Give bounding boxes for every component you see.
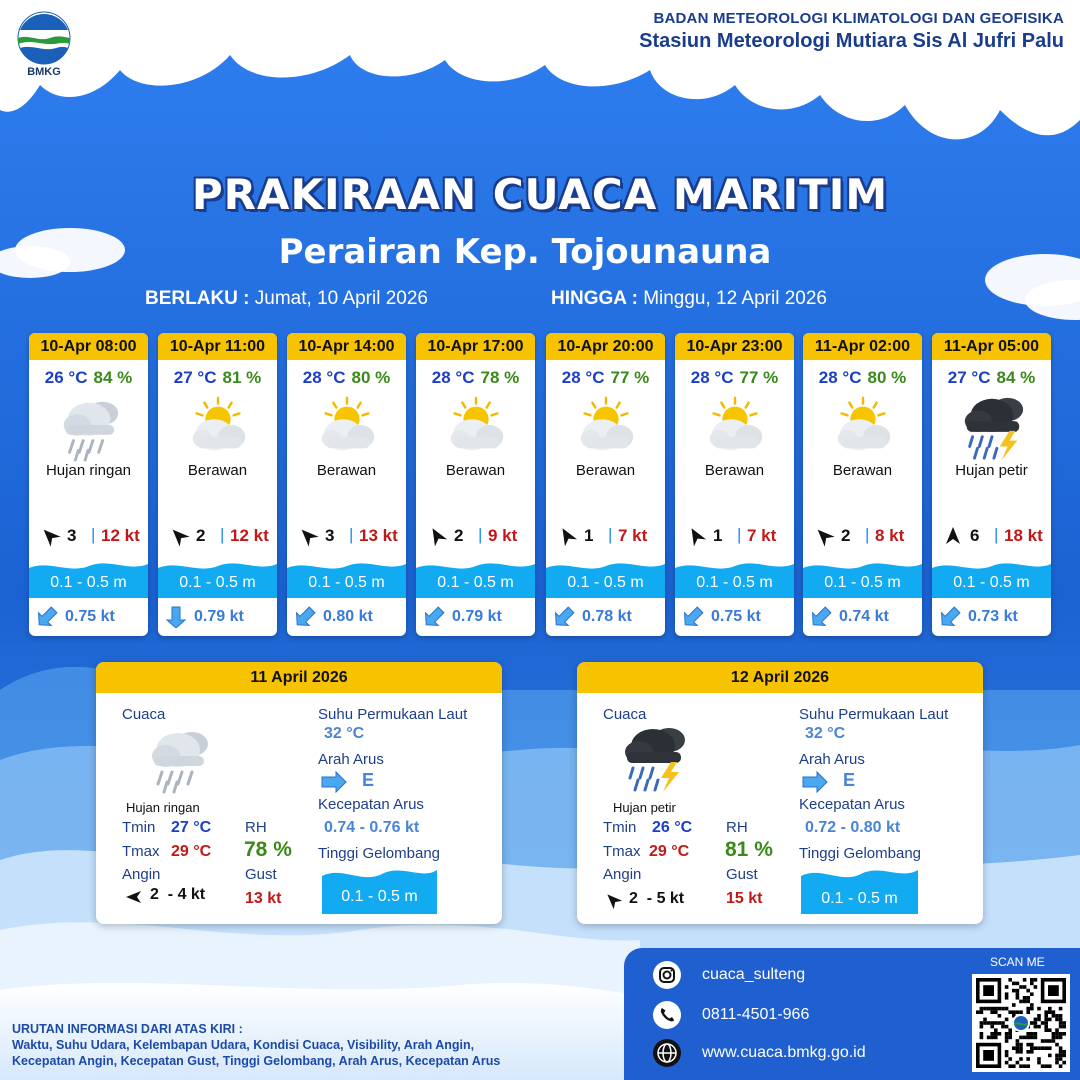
current-speed: 0.75 kt	[65, 608, 115, 625]
light-rain-icon	[49, 392, 129, 462]
forecast-card	[158, 333, 277, 636]
air-temperature: 27 °C	[947, 368, 991, 387]
thunderstorm-icon	[952, 392, 1032, 462]
current-direction-icon	[164, 606, 188, 628]
wind-direction-arrow-icon	[603, 890, 623, 910]
current-direction-value: E	[362, 770, 375, 790]
gust-speed: 12 kt	[101, 526, 140, 545]
wind-info	[675, 523, 794, 549]
wind-speed: 3	[325, 526, 335, 545]
sst-label: Suhu Permukaan Laut	[799, 706, 949, 723]
light-rain-icon	[138, 722, 218, 794]
air-temperature: 28 °C	[561, 368, 605, 387]
wave-height: 0.1 - 0.5 m	[824, 574, 901, 591]
wave-height: 0.1 - 0.5 m	[308, 574, 385, 591]
current-info	[552, 606, 662, 628]
partly-cloudy-icon	[178, 392, 258, 462]
current-speed: 0.78 kt	[582, 608, 632, 625]
weather-condition: Berawan	[187, 462, 248, 479]
current-info	[809, 606, 919, 628]
humidity: 77 %	[610, 368, 650, 387]
gust-speed: 12 kt	[230, 526, 269, 545]
wind-speed: 1	[584, 526, 594, 545]
humidity: 84 %	[93, 368, 133, 387]
daily-condition: Hujan ringan	[126, 800, 200, 815]
wind-speed: 2	[454, 526, 464, 545]
temp-humidity	[932, 368, 1051, 388]
partly-cloudy-icon	[695, 392, 775, 462]
wave-height: 0.1 - 0.5 m	[50, 574, 127, 591]
tmax-value: 29 °C	[171, 843, 212, 860]
wind-info	[803, 523, 922, 549]
partly-cloudy-icon	[307, 392, 387, 462]
info-order-title: URUTAN INFORMASI DARI ATAS KIRI :	[12, 1022, 243, 1036]
daily-panel-day1	[96, 662, 502, 924]
current-info	[164, 606, 274, 628]
current-direction-icon	[801, 771, 829, 793]
wind-direction-arrow-icon	[297, 525, 319, 547]
forecast-time: 10-Apr 11:00	[158, 333, 277, 360]
wind-direction-arrow-icon	[124, 887, 144, 907]
humidity: 77 %	[739, 368, 779, 387]
current-direction-icon	[809, 606, 833, 628]
current-direction-icon	[938, 606, 962, 628]
current-direction-icon	[681, 606, 705, 628]
page-title: PRAKIRAAN CUACA MARITIM	[191, 170, 889, 219]
weather-label: Cuaca	[603, 706, 647, 723]
daily-date: 11 April 2026	[96, 662, 502, 693]
temp-humidity	[675, 368, 794, 388]
current-info	[681, 606, 791, 628]
validity-from-label: BERLAKU :	[145, 288, 250, 309]
globe-icon	[652, 1038, 682, 1068]
separator: |	[994, 525, 999, 544]
wind-info	[287, 523, 406, 549]
current-speed-value: 0.74 - 0.76 kt	[324, 819, 420, 836]
wind-label: Angin	[122, 866, 161, 883]
wave-height-box	[29, 560, 148, 598]
wind-direction-arrow-icon	[168, 525, 190, 547]
wave-height-label: Tinggi Gelombang	[799, 845, 922, 862]
weather-condition: Hujan petir	[955, 462, 1028, 479]
separator: |	[220, 525, 225, 544]
wave-height-box	[803, 560, 922, 598]
wave-height-box	[675, 560, 794, 598]
forecast-time: 10-Apr 17:00	[416, 333, 535, 360]
weather-condition: Berawan	[445, 462, 506, 479]
humidity: 80 %	[867, 368, 907, 387]
validity-to-value: Minggu, 12 April 2026	[643, 288, 827, 309]
air-temperature: 28 °C	[302, 368, 346, 387]
wind-info	[29, 523, 148, 549]
gust-speed: 9 kt	[488, 526, 518, 545]
logo-text: BMKG	[27, 66, 61, 78]
tmin-label: Tmin	[603, 819, 637, 836]
forecast-card	[675, 333, 794, 636]
rh-label: RH	[726, 819, 748, 836]
wave-height-box	[546, 560, 665, 598]
daily-panel-day2	[577, 662, 983, 924]
gust-value: 13 kt	[245, 890, 282, 907]
current-speed-label: Kecepatan Arus	[799, 796, 905, 813]
weather-condition: Berawan	[575, 462, 636, 479]
tmax-label: Tmax	[122, 843, 160, 860]
daily-condition: Hujan petir	[613, 800, 676, 815]
current-info	[293, 606, 403, 628]
wave-height-box	[932, 560, 1051, 598]
temp-humidity	[803, 368, 922, 388]
wind-speed: 1	[713, 526, 723, 545]
validity-to	[551, 288, 827, 310]
wind-speed: 2	[841, 526, 851, 545]
forecast-time: 10-Apr 23:00	[675, 333, 794, 360]
sst-label: Suhu Permukaan Laut	[318, 706, 468, 723]
current-direction-icon	[320, 771, 348, 793]
forecast-time: 10-Apr 08:00	[29, 333, 148, 360]
temp-humidity	[29, 368, 148, 388]
current-speed: 0.80 kt	[323, 608, 373, 625]
temp-humidity	[287, 368, 406, 388]
wind-info	[416, 523, 535, 549]
scan-me-label: SCAN ME	[990, 955, 1045, 969]
qr-code[interactable]	[972, 974, 1070, 1072]
temp-humidity	[158, 368, 277, 388]
current-direction-icon	[422, 606, 446, 628]
current-direction-label: Arah Arus	[799, 751, 865, 768]
info-order-line: Kecepatan Angin, Kecepatan Gust, Tinggi Gelombang, Arah Arus, Kecepatan Arus	[12, 1054, 501, 1068]
current-speed: 0.79 kt	[452, 608, 502, 625]
partly-cloudy-icon	[436, 392, 516, 462]
station-name: Stasiun Meteorologi Mutiara Sis Al Jufri Palu	[639, 30, 1064, 52]
daily-date: 12 April 2026	[577, 662, 983, 693]
weather-condition: Berawan	[704, 462, 765, 479]
phone-number: 0811-4501-966	[702, 1006, 810, 1023]
weather-condition: Hujan ringan	[45, 462, 132, 479]
wave-height-value: 0.1 - 0.5 m	[821, 890, 898, 907]
validity-to-label: HINGGA :	[551, 288, 638, 309]
bmkg-logo	[14, 10, 74, 80]
tmin-label: Tmin	[122, 819, 156, 836]
forecast-card	[803, 333, 922, 636]
wave-height: 0.1 - 0.5 m	[953, 574, 1030, 591]
air-temperature: 28 °C	[818, 368, 862, 387]
wave-height: 0.1 - 0.5 m	[567, 574, 644, 591]
partly-cloudy-icon	[823, 392, 903, 462]
forecast-time: 10-Apr 20:00	[546, 333, 665, 360]
air-temperature: 26 °C	[44, 368, 88, 387]
forecast-card	[546, 333, 665, 636]
wind-direction-arrow-icon	[685, 525, 707, 547]
rh-value: 81 %	[725, 838, 773, 861]
current-direction-label: Arah Arus	[318, 751, 384, 768]
wind-direction-arrow-icon	[426, 525, 448, 547]
current-direction-icon	[552, 606, 576, 628]
partly-cloudy-icon	[566, 392, 646, 462]
current-info	[35, 606, 145, 628]
temp-humidity	[546, 368, 665, 388]
phone-icon	[652, 1000, 682, 1030]
website-url: www.cuaca.bmkg.go.id	[702, 1044, 866, 1061]
air-temperature: 27 °C	[173, 368, 217, 387]
current-info	[938, 606, 1048, 628]
wind-info	[546, 523, 665, 549]
humidity: 81 %	[222, 368, 262, 387]
page-subtitle: Perairan Kep. Tojounauna	[278, 232, 772, 272]
wave-height-label: Tinggi Gelombang	[318, 845, 441, 862]
tmax-value: 29 °C	[649, 843, 690, 860]
wave-height: 0.1 - 0.5 m	[437, 574, 514, 591]
forecast-card	[416, 333, 535, 636]
tmax-label: Tmax	[603, 843, 641, 860]
gust-speed: 7 kt	[747, 526, 777, 545]
wind-value: 2 - 4 kt	[150, 886, 206, 903]
wind-info	[158, 523, 277, 549]
gust-label: Gust	[245, 866, 277, 883]
current-info	[422, 606, 532, 628]
info-order-note	[12, 1021, 500, 1069]
air-temperature: 28 °C	[431, 368, 475, 387]
separator: |	[478, 525, 483, 544]
sst-value: 32 °C	[805, 725, 846, 742]
wave-height-value: 0.1 - 0.5 m	[341, 888, 418, 905]
humidity: 84 %	[996, 368, 1036, 387]
rh-label: RH	[245, 819, 267, 836]
tmin-value: 26 °C	[652, 819, 693, 836]
gust-speed: 8 kt	[875, 526, 905, 545]
wind-speed: 3	[67, 526, 77, 545]
wave-height-box	[801, 866, 918, 914]
forecast-card	[29, 333, 148, 636]
gust-speed: 7 kt	[618, 526, 648, 545]
info-order-line: Waktu, Suhu Udara, Kelembapan Udara, Kondisi Cuaca, Visibility, Arah Angin,	[12, 1038, 475, 1052]
tmin-value: 27 °C	[171, 819, 212, 836]
wind-speed: 6	[970, 526, 980, 545]
wind-direction-arrow-icon	[39, 525, 61, 547]
current-speed: 0.74 kt	[839, 608, 889, 625]
forecast-card	[932, 333, 1051, 636]
instagram-icon	[652, 960, 682, 990]
wave-height-box	[158, 560, 277, 598]
forecast-time: 10-Apr 14:00	[287, 333, 406, 360]
wind-label: Angin	[603, 866, 642, 883]
separator: |	[865, 525, 870, 544]
current-speed-value: 0.72 - 0.80 kt	[805, 819, 901, 836]
validity-from	[145, 288, 428, 310]
weather-condition: Berawan	[832, 462, 893, 479]
separator: |	[608, 525, 613, 544]
current-direction-value: E	[843, 770, 856, 790]
current-direction-icon	[35, 606, 59, 628]
wave-height-box	[322, 866, 437, 914]
current-speed-label: Kecepatan Arus	[318, 796, 424, 813]
forecast-time: 11-Apr 05:00	[932, 333, 1051, 360]
wind-value: 2 - 5 kt	[629, 890, 685, 907]
gust-speed: 13 kt	[359, 526, 398, 545]
sst-value: 32 °C	[324, 725, 365, 742]
gust-value: 15 kt	[726, 890, 763, 907]
humidity: 80 %	[351, 368, 391, 387]
temp-humidity	[416, 368, 535, 388]
wind-direction-arrow-icon	[942, 525, 964, 547]
wind-info	[932, 523, 1051, 549]
forecast-card	[287, 333, 406, 636]
gust-speed: 18 kt	[1004, 526, 1043, 545]
separator: |	[737, 525, 742, 544]
rh-value: 78 %	[244, 838, 292, 861]
current-speed: 0.79 kt	[194, 608, 244, 625]
separator: |	[349, 525, 354, 544]
wave-height-box	[287, 560, 406, 598]
organization-name: BADAN METEOROLOGI KLIMATOLOGI DAN GEOFISIKA	[653, 10, 1064, 27]
wave-height: 0.1 - 0.5 m	[696, 574, 773, 591]
humidity: 78 %	[480, 368, 520, 387]
current-speed: 0.75 kt	[711, 608, 761, 625]
wind-direction-arrow-icon	[556, 525, 578, 547]
air-temperature: 28 °C	[690, 368, 734, 387]
wind-direction-arrow-icon	[813, 525, 835, 547]
wave-height: 0.1 - 0.5 m	[179, 574, 256, 591]
validity-from-value: Jumat, 10 April 2026	[254, 288, 428, 309]
weather-condition: Berawan	[316, 462, 377, 479]
separator: |	[91, 525, 96, 544]
forecast-time: 11-Apr 02:00	[803, 333, 922, 360]
instagram-handle: cuaca_sulteng	[702, 966, 806, 983]
current-speed: 0.73 kt	[968, 608, 1018, 625]
wind-speed: 2	[196, 526, 206, 545]
thunderstorm-icon	[613, 722, 693, 794]
current-direction-icon	[293, 606, 317, 628]
gust-label: Gust	[726, 866, 758, 883]
wave-height-box	[416, 560, 535, 598]
weather-label: Cuaca	[122, 706, 166, 723]
